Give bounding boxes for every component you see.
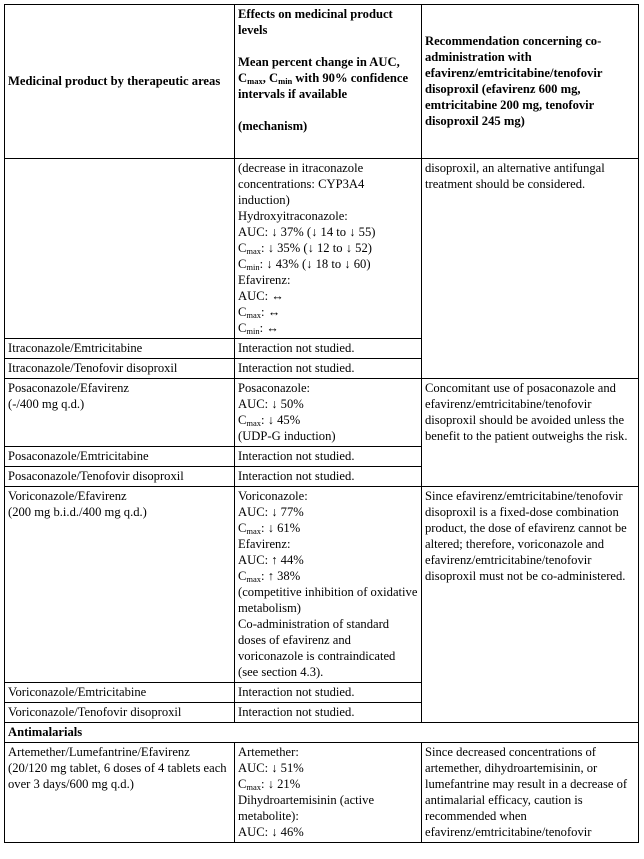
itra-recommendation: disoproxil, an alternative antifungal treatment should be considered. [422, 159, 639, 379]
vori-effect [235, 487, 422, 683]
itra-teno-effect: Interaction not studied. [235, 359, 422, 379]
posa-effect-cmax: $C_{max}$: ↓ 45% [238, 413, 301, 428]
posa-emtri-effect: Interaction not studied. [235, 447, 422, 467]
section-row [5, 723, 639, 743]
header-effects-mean-a: Mean percent change in AUC, C [238, 55, 400, 85]
table-row [5, 487, 639, 683]
itra-efavirenz-auc: AUC: ↔ [238, 289, 284, 303]
artemether-effect-cmax: $C_{max}$: ↓ 21% [238, 777, 301, 792]
vori-effect-auc: AUC: ↓ 77% [238, 505, 304, 519]
header-effects [235, 5, 422, 159]
header-recommendation: Recommendation concerning co-administration with efavirenz/emtricitabine/tenofovir disoproxil (efavirenz 600 mg, emtricitabine 200 mg, tenofovir disoproxil 245 mg) [422, 5, 639, 159]
interaction-table [4, 4, 639, 843]
header-effects-sep: , C [262, 71, 279, 85]
itra-emtri-effect: Interaction not studied. [235, 339, 422, 359]
vori-name-line1: Voriconazole/Efavirenz [8, 489, 127, 503]
header-cmin-sub: min [278, 76, 293, 86]
vori-name-line2: (200 mg b.i.d./400 mg q.d.) [8, 505, 147, 519]
itra-name-cell [5, 159, 235, 339]
vori-teno-name: Voriconazole/Tenofovir disoproxil [5, 703, 235, 723]
posa-teno-effect: Interaction not studied. [235, 467, 422, 487]
vori-effect-contraindication: Co-administration of standard doses of efavirenz and voriconazole is contraindicated (see section 4.3). [238, 617, 396, 679]
vori-effect-mechanism: (competitive inhibition of oxidative metabolism) [238, 585, 418, 615]
itra-effect-mechanism: (decrease in itraconazole concentrations: CYP3A4 induction) [238, 161, 365, 207]
vori-efavirenz-label: Efavirenz: [238, 537, 291, 551]
header-effects-title: Effects on medicinal product levels [238, 7, 393, 37]
artemether-name-line2: (20/120 mg tablet, 6 doses of 4 tablets each over 3 days/600 mg q.d.) [8, 761, 227, 791]
artemether-recommendation: Since decreased concentrations of artemether, dihydroartemisinin, or lumefantrine may result in a decrease of antimalarial efficacy, caution is recommended when efavirenz/emtricitabine/tenofovir [422, 743, 639, 843]
table-row [5, 159, 639, 339]
posa-name-line1: Posaconazole/Efavirenz [8, 381, 129, 395]
vori-effect-label: Voriconazole: [238, 489, 308, 503]
artemether-effect-auc: AUC: ↓ 51% [238, 761, 304, 775]
vori-emtri-effect: Interaction not studied. [235, 683, 422, 703]
itra-hydroxy-label: Hydroxyitraconazole: [238, 209, 348, 223]
itra-emtri-name: Itraconazole/Emtricitabine [5, 339, 235, 359]
posa-teno-name: Posaconazole/Tenofovir disoproxil [5, 467, 235, 487]
artemether-effect-label: Artemether: [238, 745, 299, 759]
artemether-name-line1: Artemether/Lumefantrine/Efavirenz [8, 745, 190, 759]
header-effects-mean-b: with 90% confidence intervals if available [238, 71, 409, 101]
table-row [5, 379, 639, 447]
vori-name [5, 487, 235, 683]
itra-teno-name: Itraconazole/Tenofovir disoproxil [5, 359, 235, 379]
section-antimalarials: Antimalarials [5, 723, 639, 743]
artemether-metabolite-auc: AUC: ↓ 46% [238, 825, 304, 839]
vori-efavirenz-auc: AUC: ↑ 44% [238, 553, 304, 567]
artemether-metabolite-label: Dihydroartemisinin (active metabolite): [238, 793, 375, 823]
artemether-name [5, 743, 235, 843]
vori-teno-effect: Interaction not studied. [235, 703, 422, 723]
itra-hydroxy-cmax: $C_{max}$: ↓ 35% (↓ 12 to ↓ 52) [238, 241, 372, 256]
posa-effect [235, 379, 422, 447]
vori-emtri-name: Voriconazole/Emtricitabine [5, 683, 235, 703]
itra-effect-cell [235, 159, 422, 339]
posa-effect-label: Posaconazole: [238, 381, 311, 395]
header-medicinal-product: Medicinal product by therapeutic areas [5, 5, 235, 159]
itra-hydroxy-cmin: $C_{min}$: ↓ 43% (↓ 18 to ↓ 60) [238, 257, 371, 272]
posa-emtri-name: Posaconazole/Emtricitabine [5, 447, 235, 467]
table-header-row [5, 5, 639, 159]
posa-recommendation: Concomitant use of posaconazole and efavirenz/emtricitabine/tenofovir disoproxil should be avoided unless the benefit to the patient outweighs the risk. [422, 379, 639, 487]
itra-efavirenz-cmax: $C_{max}$: ↔ [238, 305, 281, 320]
vori-effect-cmax: $C_{max}$: ↓ 61% [238, 521, 301, 536]
vori-recommendation: Since efavirenz/emtricitabine/tenofovir disoproxil is a fixed-dose combination product, the dose of efavirenz cannot be altered; therefore, voriconazole and efavirenz/emtricitabine/tenofovir disoproxil must not be co-administered. [422, 487, 639, 723]
itra-efavirenz-cmin: $C_{min}$: ↔ [238, 321, 279, 336]
header-effects-mean [238, 54, 418, 102]
posa-effect-auc: AUC: ↓ 50% [238, 397, 304, 411]
posa-effect-mechanism: (UDP-G induction) [238, 429, 336, 443]
itra-hydroxy-auc: AUC: ↓ 37% (↓ 14 to ↓ 55) [238, 225, 376, 239]
itra-efavirenz-label: Efavirenz: [238, 273, 291, 287]
vori-efavirenz-cmax: $C_{max}$: ↑ 38% [238, 569, 301, 584]
posa-name [5, 379, 235, 447]
header-mechanism: (mechanism) [238, 119, 308, 133]
artemether-effect [235, 743, 422, 843]
header-cmax-sub: max [247, 76, 263, 86]
posa-name-line2: (-/400 mg q.d.) [8, 397, 85, 411]
table-row [5, 743, 639, 843]
